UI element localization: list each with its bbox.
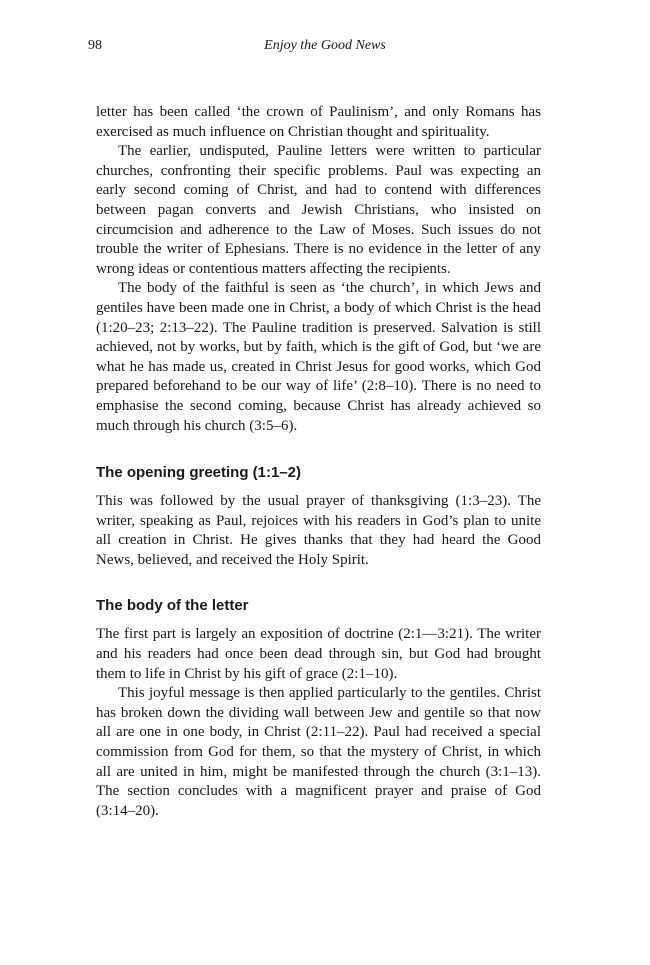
running-title: Enjoy the Good News: [264, 38, 386, 53]
section-heading-opening-greeting: The opening greeting (1:1–2): [96, 464, 302, 482]
paragraph: The first part is largely an exposition of doctrine (2:1—3:21). The writer and his readers had once been dead through sin, but God had brought them to life in Christ by his gift of grace (2:1–10).: [96, 626, 541, 682]
paragraph: This joyful message is then applied particularly to the gentiles. Christ has broken down the dividing wall between Jew and gentile so that now all are one in one body, in Christ (2:11–22). Paul had received a special commission from God for them, so that the mystery of Christ, in which all are united in him, might be manifested through the church (3:1–13). The section concludes with a magnificent prayer and praise of God (3:14–20).: [96, 685, 541, 819]
paragraph: The body of the faithful is seen as ‘the church’, in which Jews and gentiles have been made one in Christ, a body of which Christ is the head (1:20–23; 2:13–22). The Pauline tradition is preserved. Salvation is still achieved, not by works, but by faith, which is the gift of God, but ‘we are what he has made us, created in Christ Jesus for good works, which God prepared beforehand to be our way of life’ (2:8–10). There is no need to emphasise the second coming, because Christ has already achieved so much through his church (3:5–6).: [96, 280, 541, 434]
running-head: [0, 36, 650, 56]
paragraph: This was followed by the usual prayer of thanksgiving (1:3–23). The writer, speaking as Paul, rejoices with his readers in God’s plan to unite all creation in Christ. He gives thanks that they had heard the Good News, believed, and received the Holy Spirit.: [96, 493, 541, 568]
body-text: [96, 103, 541, 821]
paragraph-continuation: letter has been called ‘the crown of Paulinism’, and only Romans has exercised as much influence on Christian thought and spirituality.: [96, 104, 541, 140]
page-number: 98: [88, 38, 102, 53]
paragraph: The earlier, undisputed, Pauline letters were written to particular churches, confronting their specific problems. Paul was expecting an early second coming of Christ, and had to contend with differences between pagan converts and Jewish Christians, who insisted on circumcision and adherence to the Law of Moses. Such issues do not trouble the writer of Ephesians. There is no evidence in the letter of any wrong ideas or contentious matters affecting the recipients.: [96, 143, 541, 277]
section-heading-body-of-letter: The body of the letter: [96, 597, 249, 615]
